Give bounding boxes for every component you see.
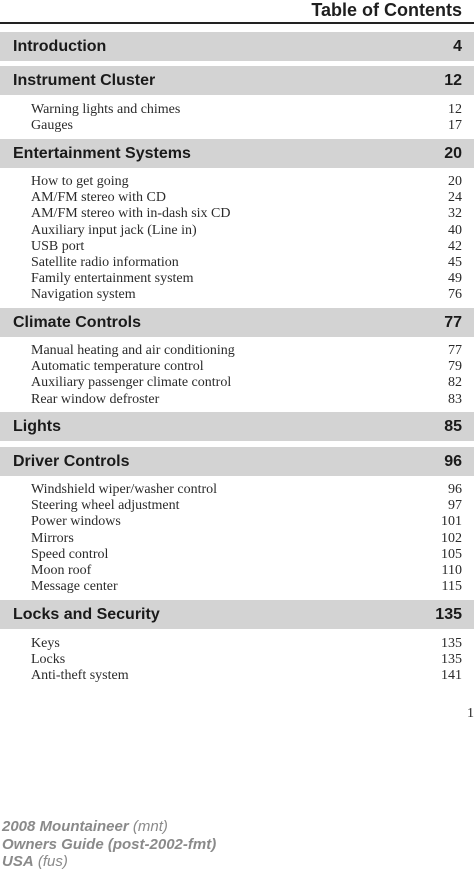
page-title: Table of Contents	[311, 0, 462, 20]
footer-model-code: (mnt)	[132, 818, 168, 835]
section-header[interactable]	[0, 66, 474, 95]
section-title: Climate Controls	[13, 313, 142, 331]
section-title: Entertainment Systems	[13, 144, 191, 162]
entry-page: 17	[448, 118, 462, 134]
entry-label: Navigation system	[31, 287, 136, 303]
entry-page: 83	[448, 391, 462, 407]
toc-entry[interactable]	[0, 174, 474, 190]
entry-page: 115	[441, 579, 462, 595]
section-entries	[0, 174, 474, 304]
header-rule	[0, 22, 474, 24]
page-number: 1	[467, 706, 474, 721]
entry-label: Gauges	[31, 118, 73, 134]
section-page: 135	[435, 605, 462, 623]
section-entries	[0, 343, 474, 408]
entry-page: 110	[441, 563, 462, 579]
toc-entry[interactable]	[0, 392, 474, 408]
toc-entry[interactable]	[0, 359, 474, 375]
section-header[interactable]	[0, 308, 474, 337]
entry-page: 40	[448, 222, 462, 238]
footer-line-1	[2, 818, 216, 836]
section-entries	[0, 482, 474, 595]
entry-page: 20	[448, 174, 462, 190]
entry-label: Satellite radio information	[31, 255, 179, 271]
entry-label: Manual heating and air conditioning	[31, 343, 235, 359]
section-title: Driver Controls	[13, 452, 130, 470]
toc-entry[interactable]	[0, 239, 474, 255]
entry-label: Windshield wiper/washer control	[31, 482, 218, 498]
toc-entry[interactable]	[0, 636, 474, 652]
section-entries	[0, 636, 474, 685]
entry-page: 141	[441, 668, 462, 684]
entry-label: Warning lights and chimes	[31, 102, 181, 118]
section-title: Locks and Security	[13, 605, 160, 623]
entry-label: AM/FM stereo with in-dash six CD	[31, 206, 231, 222]
entry-page: 82	[448, 375, 462, 391]
toc-entry[interactable]	[0, 514, 474, 530]
entry-page: 24	[448, 190, 462, 206]
entry-label: Locks	[31, 652, 66, 668]
toc-entry[interactable]	[0, 118, 474, 134]
toc-entry[interactable]	[0, 255, 474, 271]
entry-label: Keys	[31, 636, 60, 652]
toc-entry[interactable]	[0, 579, 474, 595]
toc-entry[interactable]	[0, 375, 474, 391]
document-footer	[2, 818, 216, 871]
entry-page: 96	[448, 482, 462, 498]
entry-label: Moon roof	[31, 563, 92, 579]
section-entries	[0, 102, 474, 134]
entry-page: 101	[441, 514, 462, 530]
section-header[interactable]	[0, 32, 474, 61]
entry-label: Speed control	[31, 546, 109, 562]
entry-page: 76	[448, 287, 462, 303]
entry-page: 79	[448, 359, 462, 375]
section-header[interactable]	[0, 139, 474, 168]
entry-label: Steering wheel adjustment	[31, 498, 180, 514]
entry-page: 97	[448, 498, 462, 514]
toc-entry[interactable]	[0, 531, 474, 547]
toc-entry[interactable]	[0, 102, 474, 118]
entry-label: Rear window defroster	[31, 391, 160, 407]
section-page: 77	[444, 313, 462, 331]
section-title: Lights	[13, 417, 61, 435]
section-title: Instrument Cluster	[13, 71, 156, 89]
section-page: 12	[444, 71, 462, 89]
toc-entry[interactable]	[0, 652, 474, 668]
footer-guide: Owners Guide (post-2002-fmt)	[2, 835, 217, 853]
entry-label: Message center	[31, 579, 118, 595]
entry-page: 32	[448, 206, 462, 222]
entry-label: Automatic temperature control	[31, 359, 204, 375]
section-page: 4	[453, 37, 462, 55]
section-title: Introduction	[13, 37, 107, 55]
entry-label: AM/FM stereo with CD	[31, 190, 166, 206]
entry-page: 135	[441, 636, 462, 652]
toc-entry[interactable]	[0, 287, 474, 303]
entry-page: 45	[448, 255, 462, 271]
entry-label: USB port	[31, 238, 85, 254]
entry-label: Power windows	[31, 514, 121, 530]
toc-entry[interactable]	[0, 482, 474, 498]
entry-label: Family entertainment system	[31, 271, 194, 287]
footer-model: 2008 Mountaineer	[2, 818, 129, 835]
toc-entry[interactable]	[0, 563, 474, 579]
toc-entry[interactable]	[0, 547, 474, 563]
entry-page: 77	[448, 343, 462, 359]
entry-label: Anti-theft system	[31, 668, 129, 684]
entry-label: Auxiliary passenger climate control	[31, 375, 232, 391]
toc-entry[interactable]	[0, 206, 474, 222]
entry-page: 102	[441, 530, 462, 546]
section-page: 20	[444, 144, 462, 162]
section-header[interactable]	[0, 600, 474, 629]
footer-line-2	[2, 836, 216, 854]
entry-page: 105	[441, 546, 462, 562]
entry-page: 135	[441, 652, 462, 668]
toc-entry[interactable]	[0, 223, 474, 239]
toc-entry[interactable]	[0, 668, 474, 684]
section-page: 96	[444, 452, 462, 470]
entry-page: 49	[448, 271, 462, 287]
entry-page: 12	[448, 102, 462, 118]
toc-entry[interactable]	[0, 190, 474, 206]
entry-label: Mirrors	[31, 530, 74, 546]
toc-entry[interactable]	[0, 343, 474, 359]
section-header[interactable]	[0, 447, 474, 476]
entry-page: 42	[448, 238, 462, 254]
toc-entry[interactable]	[0, 271, 474, 287]
section-page: 85	[444, 417, 462, 435]
entry-label: Auxiliary input jack (Line in)	[31, 222, 197, 238]
footer-region: USA	[2, 853, 34, 870]
footer-line-3	[2, 853, 216, 871]
entry-label: How to get going	[31, 174, 129, 190]
footer-region-code: (fus)	[37, 853, 68, 870]
toc-entry[interactable]	[0, 498, 474, 514]
section-header[interactable]	[0, 412, 474, 441]
